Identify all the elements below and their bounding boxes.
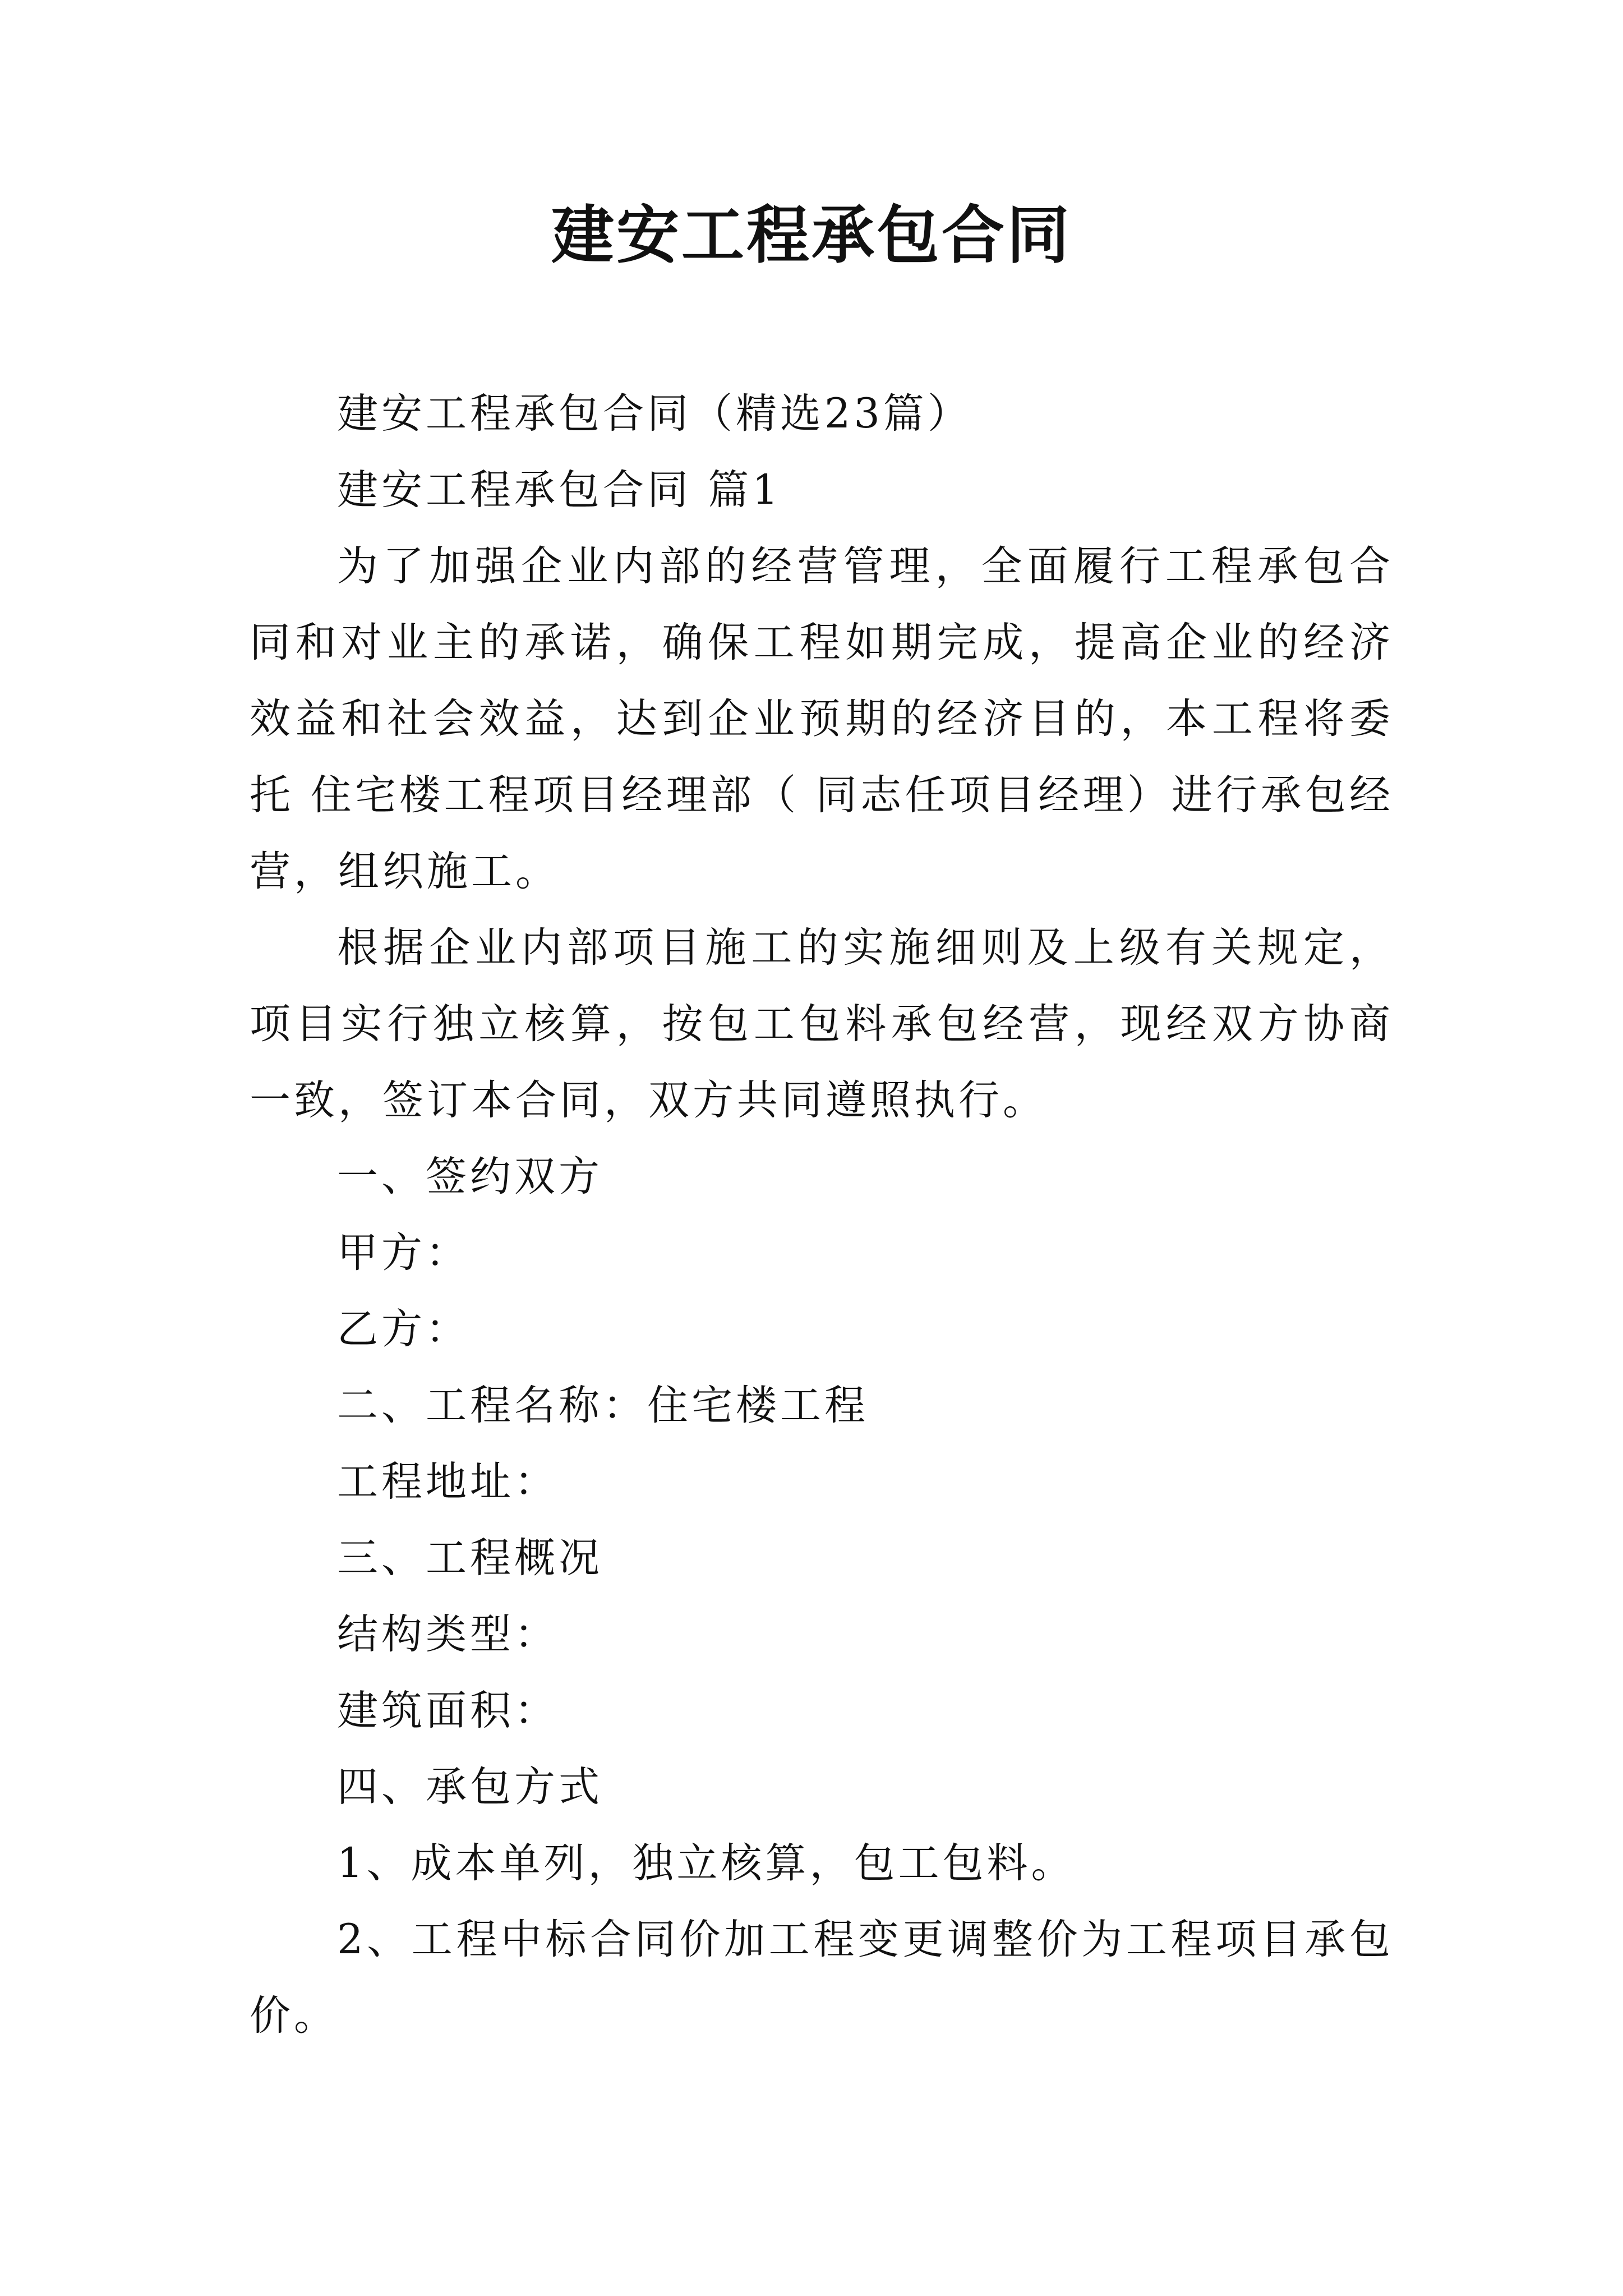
paragraph-basis: 根据企业内部项目施工的实施细则及上级有关规定，项目实行独立核算，按包工包料承包经营，现经双方协商一致，签订本合同，双方共同遵照执行。 bbox=[250, 924, 1394, 1124]
structure-type-line: 结构类型： bbox=[337, 1611, 559, 1658]
paragraph-section-heading: 建安工程承包合同 篇1 bbox=[337, 466, 782, 514]
contract-method-item-2: 2、工程中标合同价加工程变更调整价为工程项目承包价。 bbox=[250, 1916, 1394, 2040]
clause-heading-project-name: 二、工程名称：住宅楼工程 bbox=[337, 1382, 869, 1429]
document-body bbox=[250, 376, 1394, 2054]
paragraph-subtitle: 建安工程承包合同（精选23篇） bbox=[337, 390, 972, 438]
party-a-line: 甲方： bbox=[337, 1229, 470, 1277]
contract-method-item-1: 1、成本单列，独立核算，包工包料。 bbox=[337, 1839, 1076, 1887]
party-b-line: 乙方： bbox=[337, 1305, 470, 1353]
project-address-line: 工程地址： bbox=[337, 1458, 559, 1506]
clause-heading-parties: 一、签约双方 bbox=[337, 1153, 603, 1200]
clause-heading-contract-method: 四、承包方式 bbox=[337, 1763, 603, 1811]
building-area-line: 建筑面积： bbox=[337, 1687, 559, 1734]
paragraph-intro: 为了加强企业内部的经营管理，全面履行工程承包合同和对业主的承诺，确保工程如期完成，提高企业的经济效益和社会效益，达到企业预期的经济目的，本工程将委托 住宅楼工程项目经理部（ 同志任项目经理）进行承包经营，组织施工。 bbox=[250, 542, 1394, 895]
clause-heading-overview: 三、工程概况 bbox=[337, 1534, 603, 1582]
document-title: 建安工程承包合同 bbox=[551, 199, 1072, 272]
